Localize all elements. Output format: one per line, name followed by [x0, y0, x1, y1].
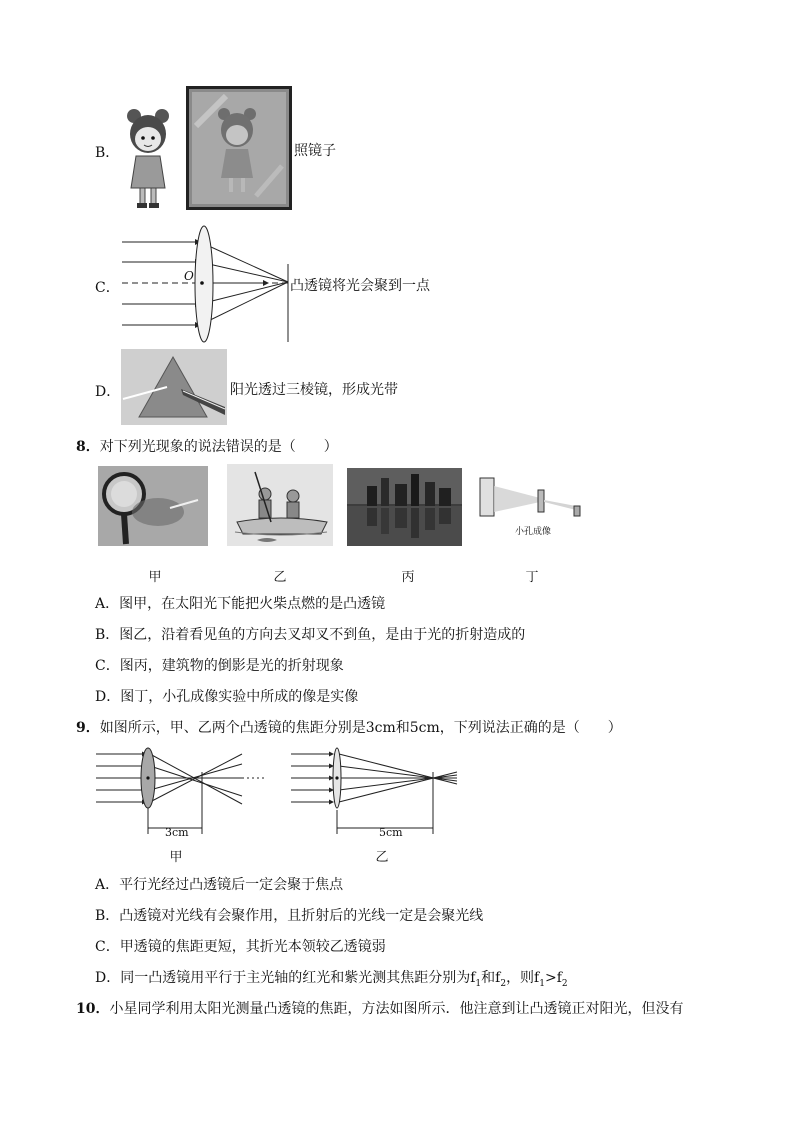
option-d-text: 阳光透过三棱镜，形成光带 [230, 382, 398, 398]
q8-option-c: C．图丙，建筑物的倒影是光的折射现象 [95, 658, 344, 674]
q8-option-b: B．图乙，沿着看见鱼的方向去叉却叉不到鱼，是由于光的折射造成的 [95, 627, 526, 643]
q9-option-d-part: 和f [481, 970, 501, 986]
image-caption-jia: 甲 [148, 570, 162, 585]
pinhole-imaging-diagram [476, 472, 590, 542]
lens-jia-diagram [92, 746, 272, 842]
mirror-image [186, 86, 292, 210]
q9-option-d-part: ，则f [506, 970, 540, 986]
option-c-letter: C． [95, 280, 120, 296]
option-b-letter: B． [95, 145, 120, 161]
city-reflection-photo [347, 468, 462, 546]
question-10-text: 小星同学利用太阳光测量凸透镜的焦距，方法如图所示．他注意到让凸透镜正对阳光，但没有 [109, 1001, 684, 1017]
question-9-text: 如图所示，甲、乙两个凸透镜的焦距分别是3cm和5cm，下列说法正确的是（ ） [99, 720, 622, 736]
q9-option-c: C．甲透镜的焦距更短，其折光本领较乙透镜弱 [95, 939, 386, 955]
q9-option-d-part: D．同一凸透镜用平行于主光轴的红光和紫光测其焦距分别为f [95, 970, 476, 986]
question-10-stem [76, 998, 683, 1018]
option-b-text: 照镜子 [294, 143, 336, 159]
lens-origin-label: O [184, 269, 194, 283]
image-caption-bing: 丙 [401, 570, 415, 585]
q9-option-d-part: >f [544, 970, 562, 986]
option-c-text: 凸透镜将光会聚到一点 [290, 278, 430, 294]
magnifier-photo [98, 466, 208, 546]
fish-spearing-illustration [227, 464, 333, 546]
question-9-number: 9． [76, 720, 100, 736]
figure-caption-jia: 甲 [169, 850, 183, 865]
question-8-stem [76, 436, 338, 456]
lens-yi-distance: 5cm [379, 826, 403, 839]
image-caption-ding: 丁 [525, 570, 539, 585]
pinhole-inner-label: 小孔成像 [514, 527, 552, 537]
q8-option-a: A．图甲，在太阳光下能把火柴点燃的是凸透镜 [95, 596, 386, 612]
option-d-letter: D． [95, 384, 121, 400]
lens-yi-diagram [287, 746, 465, 842]
image-caption-yi: 乙 [273, 570, 287, 585]
q9-option-d-sub: 2 [561, 978, 568, 989]
convex-lens-diagram [118, 224, 293, 344]
q9-option-d-sub: 1 [475, 978, 482, 989]
question-8-text: 对下列光现象的说法错误的是（ ） [99, 439, 338, 455]
q9-option-d [95, 967, 568, 989]
q9-option-d-sub: 2 [500, 978, 507, 989]
girl-illustration [120, 106, 176, 214]
q8-option-d: D．图丁，小孔成像实验中所成的像是实像 [95, 689, 359, 705]
q9-option-a: A．平行光经过凸透镜后一定会聚于焦点 [95, 877, 344, 893]
lens-jia-distance: 3cm [165, 826, 189, 839]
prism-photo [121, 349, 227, 425]
question-8-number: 8． [76, 439, 100, 455]
figure-caption-yi: 乙 [375, 850, 389, 865]
question-9-stem [76, 717, 622, 737]
q9-option-b: B．凸透镜对光线有会聚作用，且折射后的光线一定是会聚光线 [95, 908, 484, 924]
q9-option-d-sub: 1 [539, 978, 545, 989]
question-10-number: 10． [76, 1001, 110, 1017]
